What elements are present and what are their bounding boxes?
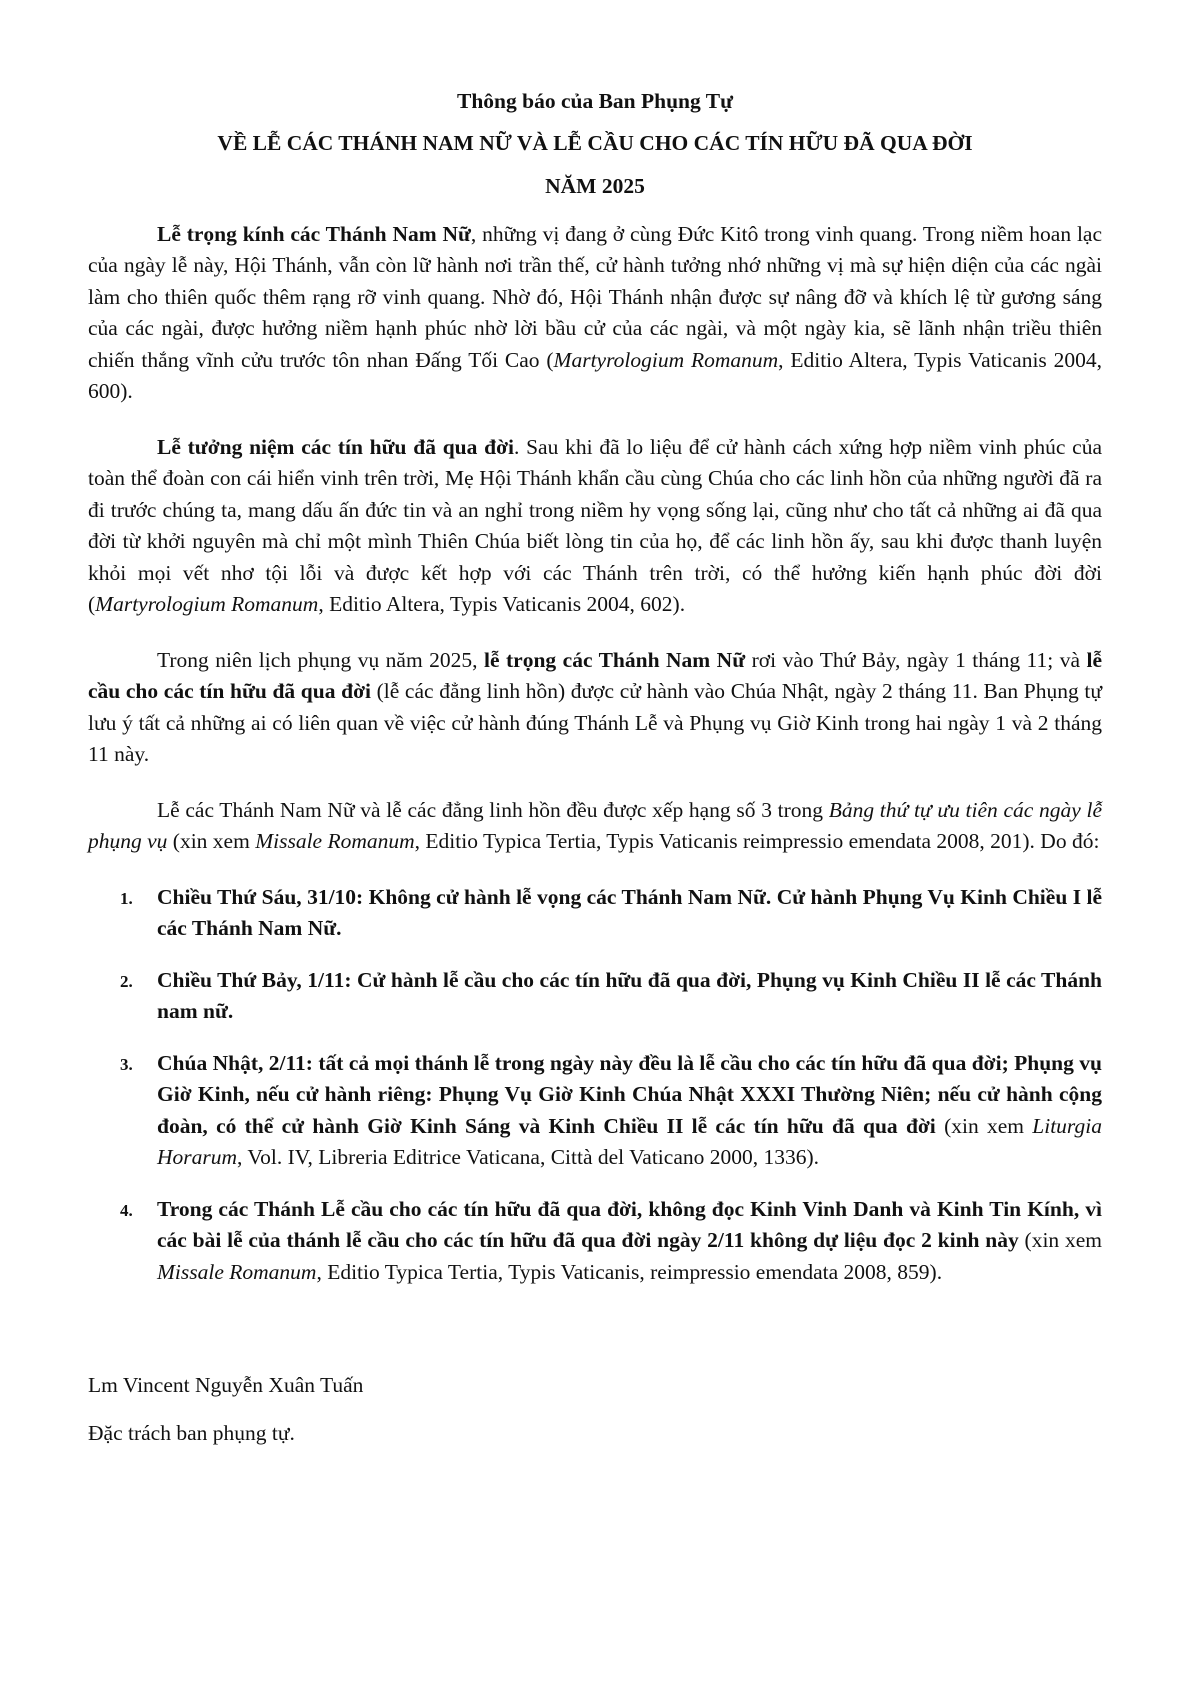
signer-role: Đặc trách ban phụng tự.: [88, 1420, 295, 1445]
paragraph-text: Trong niên lịch phụng vụ năm 2025,: [157, 647, 485, 672]
precedence-table-title: Bảng thứ tự ưu tiên các ngày lễ phụng vụ: [88, 797, 1102, 853]
list-item-number: 1.: [120, 888, 133, 908]
emphasis-all-souls: lễ cầu cho các tín hữu đã qua đời: [88, 647, 1103, 703]
paragraph-text: Lễ các Thánh Nam Nữ và lễ các đẳng linh hồn đều được xếp hạng số 3 trong: [157, 797, 829, 822]
list-item-number: 4.: [120, 1200, 133, 1220]
list-item: [88, 882, 1102, 945]
paragraph-text: , những vị đang ở cùng Đức Kitô trong vinh quang. Trong niềm hoan lạc của ngày lễ này, Hội Thánh, vẫn còn lữ hành nơi trần thế, cử hành tưởng nhớ những vị mà sự hiện diện của các ngài làm cho thiên quốc thêm rạng rỡ vinh quang. Nhờ đó, Hội Thánh nhận được sự nâng đỡ và khích lệ từ gương sáng của các ngài, được hưởng niềm hạnh phúc nhờ lời bầu cử của các ngài, và một ngày kia, sẽ lãnh nhận triều thiên chiến thắng vĩnh cửu trước tôn nhan Đấng Tối Cao (: [88, 221, 1102, 372]
paragraph-text: (lễ các đẳng linh hồn) được cử hành vào Chúa Nhật, ngày 2 tháng 11. Ban Phụng tự lưu ý tất cả những ai có liên quan về việc cử hành đúng Thánh Lễ và Phụng vụ Giờ Kinh trong hai ngày 1 và 2 tháng 11 này.: [88, 679, 1103, 766]
paragraph-text: . Sau khi đã lo liệu để cử hành cách xứng hợp niềm vinh phúc của toàn thể đoàn con cái hiển vinh trên trời, Mẹ Hội Thánh khẩn cầu cùng Chúa cho các linh hồn của những người đã ra đi trước chúng ta, mang dấu ấn đức tin và an nghỉ trong niềm hy vọng sống lại, cũng như cho tất cả những ai đã qua đời từ khởi nguyên mà chỉ một mình Thiên Chúa biết lòng tin của họ, để các linh hồn ấy, sau khi được thanh luyện khỏi mọi vết nhơ tội lỗi và được kết hợp với các Thánh trên trời, có thể hưởng kiến hạnh phúc đời đời (: [88, 434, 1102, 616]
list-item: [88, 1194, 1102, 1289]
document-year: NĂM 2025: [545, 174, 645, 198]
paragraph-precedence: [88, 795, 1102, 858]
paragraph-all-saints: [88, 219, 1102, 408]
list-item-text: Trong các Thánh Lễ cầu cho các tín hữu đã qua đời, không đọc Kinh Vinh Danh và Kinh Tin Kính, vì các bài lễ của thánh lễ cầu cho các tín hữu đã qua đời ngày 2/11 không dự liệu đọc 2 kinh này: [157, 1196, 1102, 1252]
citation-details: , Editio Altera, Typis Vaticanis 2004, 600).: [88, 347, 1102, 403]
list-item-note: (xin xem: [935, 1113, 1033, 1138]
paragraph-text: rơi vào Thứ Bảy, ngày 1 tháng 11; và: [745, 647, 1087, 672]
signer-name: Lm Vincent Nguyễn Xuân Tuấn: [88, 1373, 364, 1397]
all-saints-heading: Lễ trọng kính các Thánh Nam Nữ: [157, 221, 471, 246]
paragraph-all-souls: [88, 432, 1102, 621]
citation-details: , Vol. IV, Libreria Editrice Vaticana, Città del Vaticano 2000, 1336).: [237, 1145, 820, 1169]
citation-title: Martyrologium Romanum: [553, 347, 779, 372]
all-souls-heading: Lễ tưởng niệm các tín hữu đã qua đời: [157, 434, 514, 459]
document-title: VỀ LỄ CÁC THÁNH NAM NỮ VÀ LỄ CẦU CHO CÁC TÍN HỮU ĐÃ QUA ĐỜI: [217, 130, 973, 155]
list-item-note: (xin xem: [1018, 1228, 1102, 1252]
list-item-text: Chiều Thứ Bảy, 1/11: Cử hành lễ cầu cho các tín hữu đã qua đời, Phụng vụ Kinh Chiều II lễ các Thánh nam nữ.: [157, 967, 1102, 1023]
list-item-number: 3.: [120, 1054, 133, 1074]
list-item-text: Chúa Nhật, 2/11: tất cả mọi thánh lễ trong ngày này đều là lễ cầu cho các tín hữu đã qua đời; Phụng vụ Giờ Kinh, nếu cử hành riêng: Phụng Vụ Giờ Kinh Chúa Nhật XXXI Thường Niên; nếu cử hành cộng đoàn, có thể cử hành Giờ Kinh Sáng và Kinh Chiều II lễ các tín hữu đã qua đời: [157, 1050, 1102, 1138]
list-item-text: Chiều Thứ Sáu, 31/10: Không cử hành lễ vọng các Thánh Nam Nữ. Cử hành Phụng Vụ Kinh Chiều I lễ các Thánh Nam Nữ.: [157, 884, 1102, 940]
list-item: [88, 1048, 1102, 1174]
citation-title: Missale Romanum: [157, 1259, 317, 1284]
citation-details: , Editio Typica Tertia, Typis Vaticanis reimpressio emendata 2008, 201). Do đó:: [414, 829, 1100, 853]
citation-title: Liturgia Horarum: [157, 1113, 1102, 1169]
notice-heading: Thông báo của Ban Phụng Tự: [457, 89, 733, 113]
paragraph-text: (xin xem: [167, 829, 256, 853]
instructions-list: [88, 882, 1102, 1289]
citation-details: , Editio Altera, Typis Vaticanis 2004, 602).: [318, 592, 686, 616]
list-item: [88, 965, 1102, 1028]
citation-title: Missale Romanum: [255, 829, 415, 853]
citation-details: , Editio Typica Tertia, Typis Vaticanis, reimpressio emendata 2008, 859).: [316, 1259, 943, 1284]
list-item-number: 2.: [120, 971, 133, 991]
citation-title: Martyrologium Romanum: [95, 592, 319, 616]
emphasis-all-saints: lễ trọng các Thánh Nam Nữ: [484, 647, 746, 672]
paragraph-calendar-2025: [88, 645, 1102, 771]
signature-block: [88, 1370, 1102, 1449]
